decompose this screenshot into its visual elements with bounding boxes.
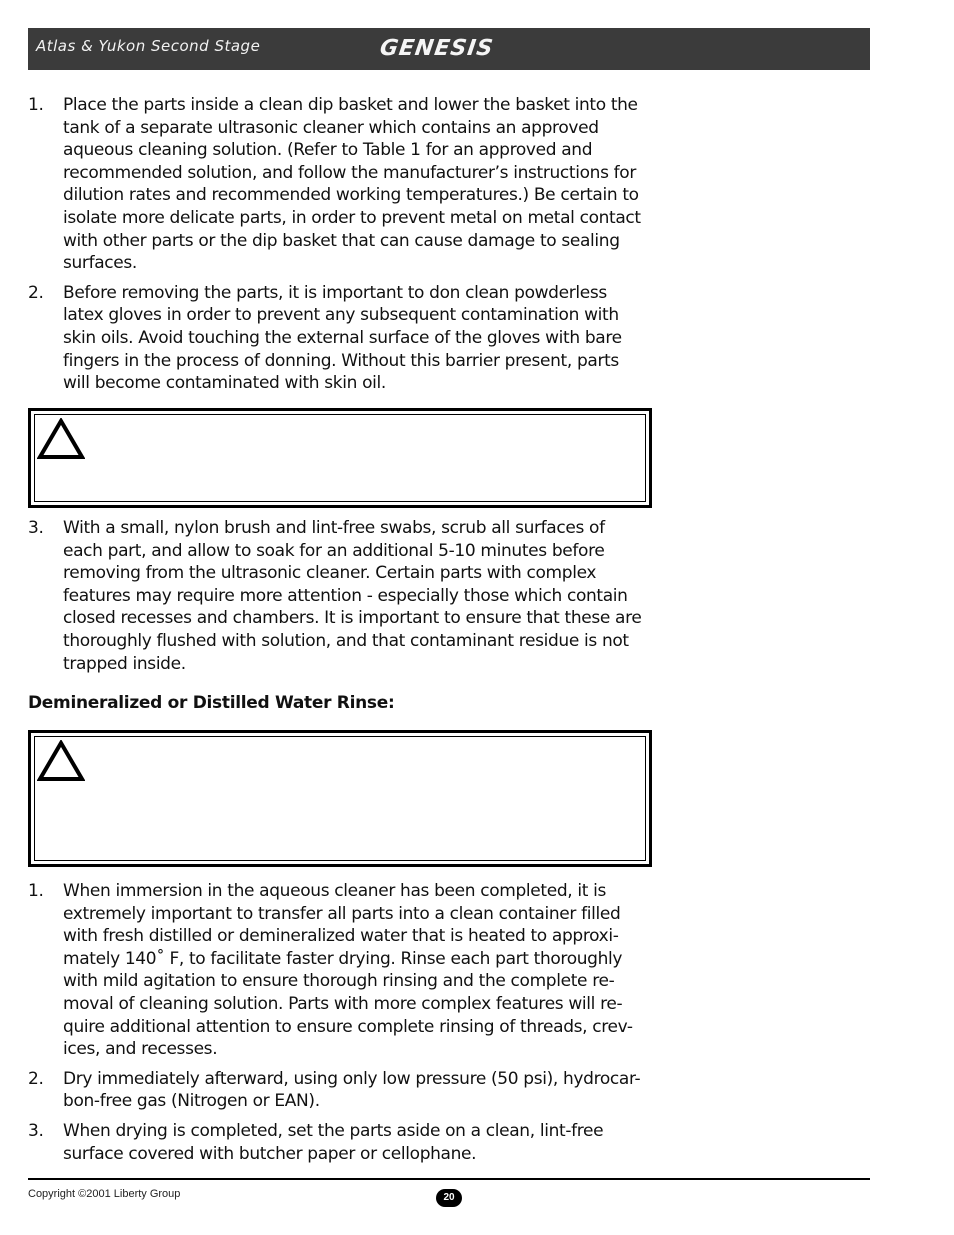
item-number: 2. [28,282,44,303]
list-item [28,1068,648,1113]
scrub-steps-list [28,517,648,682]
copyright-text: Copyright ©2001 Liberty Group [28,1188,181,1200]
item-number: 3. [28,518,44,538]
section-heading: Demineralized or Distilled Water Rinse: [28,693,395,713]
warning-box [28,730,652,867]
cleaning-steps-list [28,94,648,402]
list-item [28,1120,648,1165]
warning-box-inner [34,736,646,861]
item-number: 1. [28,95,44,115]
page-header [28,28,870,70]
list-item [28,880,648,1061]
list-item [28,517,648,675]
rinse-steps-list [28,880,648,1172]
genesis-logo: GENESIS [378,36,496,61]
item-number: 1. [28,881,44,901]
item-text: With a small, nylon brush and lint-free swabs, scrub all surfaces of each part, and allow to soak for an additional 5-10 minutes before removing from the ultrasonic cleaner. Certain parts with complex features may require more attention - especially those which contain closed recesses and chambers. It is important to ensure that these are thoroughly flushed with solution, and that contaminant residue is not trapped inside. [63,518,642,674]
item-text: When immersion in the aqueous cleaner has been completed, it is extremely important to transfer all parts into a clean container filled with fresh distilled or demineralized water that is heated to approxi-mately 140˚ F, to facilitate faster drying. Rinse each part thoroughly with mild agitation to ensure thorough rinsing and the complete re-moval of cleaning solution. Parts with more complex features will re-quire additional attention to ensure complete rinsing of threads, crev-ices, and recesses. [63,881,633,1060]
page-number-badge: 20 [436,1189,462,1207]
item-text: Place the parts inside a clean dip basket and lower the basket into the tank of a separate ultrasonic cleaner which contains an approved aqueous cleaning solution. (Refer to Table 1 for an approved and recommended solution, and follow the manufacturer’s instructions for dilution rates and recommended working temperatures.) Be certain to isolate more delicate parts, in order to prevent metal on metal contact with other parts or the dip basket that can cause damage to sealing surfaces. [63,95,641,274]
warning-triangle-icon [37,418,85,460]
warning-box-inner [34,414,646,502]
item-text: When drying is completed, set the parts aside on a clean, lint-free surface covered with butcher paper or cellophane. [63,1120,604,1164]
item-text: Dry immediately afterward, using only low pressure (50 psi), hydrocar-bon-free gas (Nitrogen or EAN). [63,1068,641,1112]
header-title: Atlas & Yukon Second Stage [36,37,261,55]
footer-divider [28,1178,870,1180]
item-number: 2. [28,1068,44,1089]
item-text: Before removing the parts, it is important to don clean powderless latex gloves in order to prevent any subsequent contamination with skin oils. Avoid touching the external surface of the gloves with bare fingers in the process of donning. Without this barrier present, parts will become contaminated with skin oil. [63,282,622,394]
list-item [28,94,648,275]
item-number: 3. [28,1120,44,1141]
warning-triangle-icon [37,740,85,782]
list-item [28,282,648,395]
warning-box [28,408,652,508]
